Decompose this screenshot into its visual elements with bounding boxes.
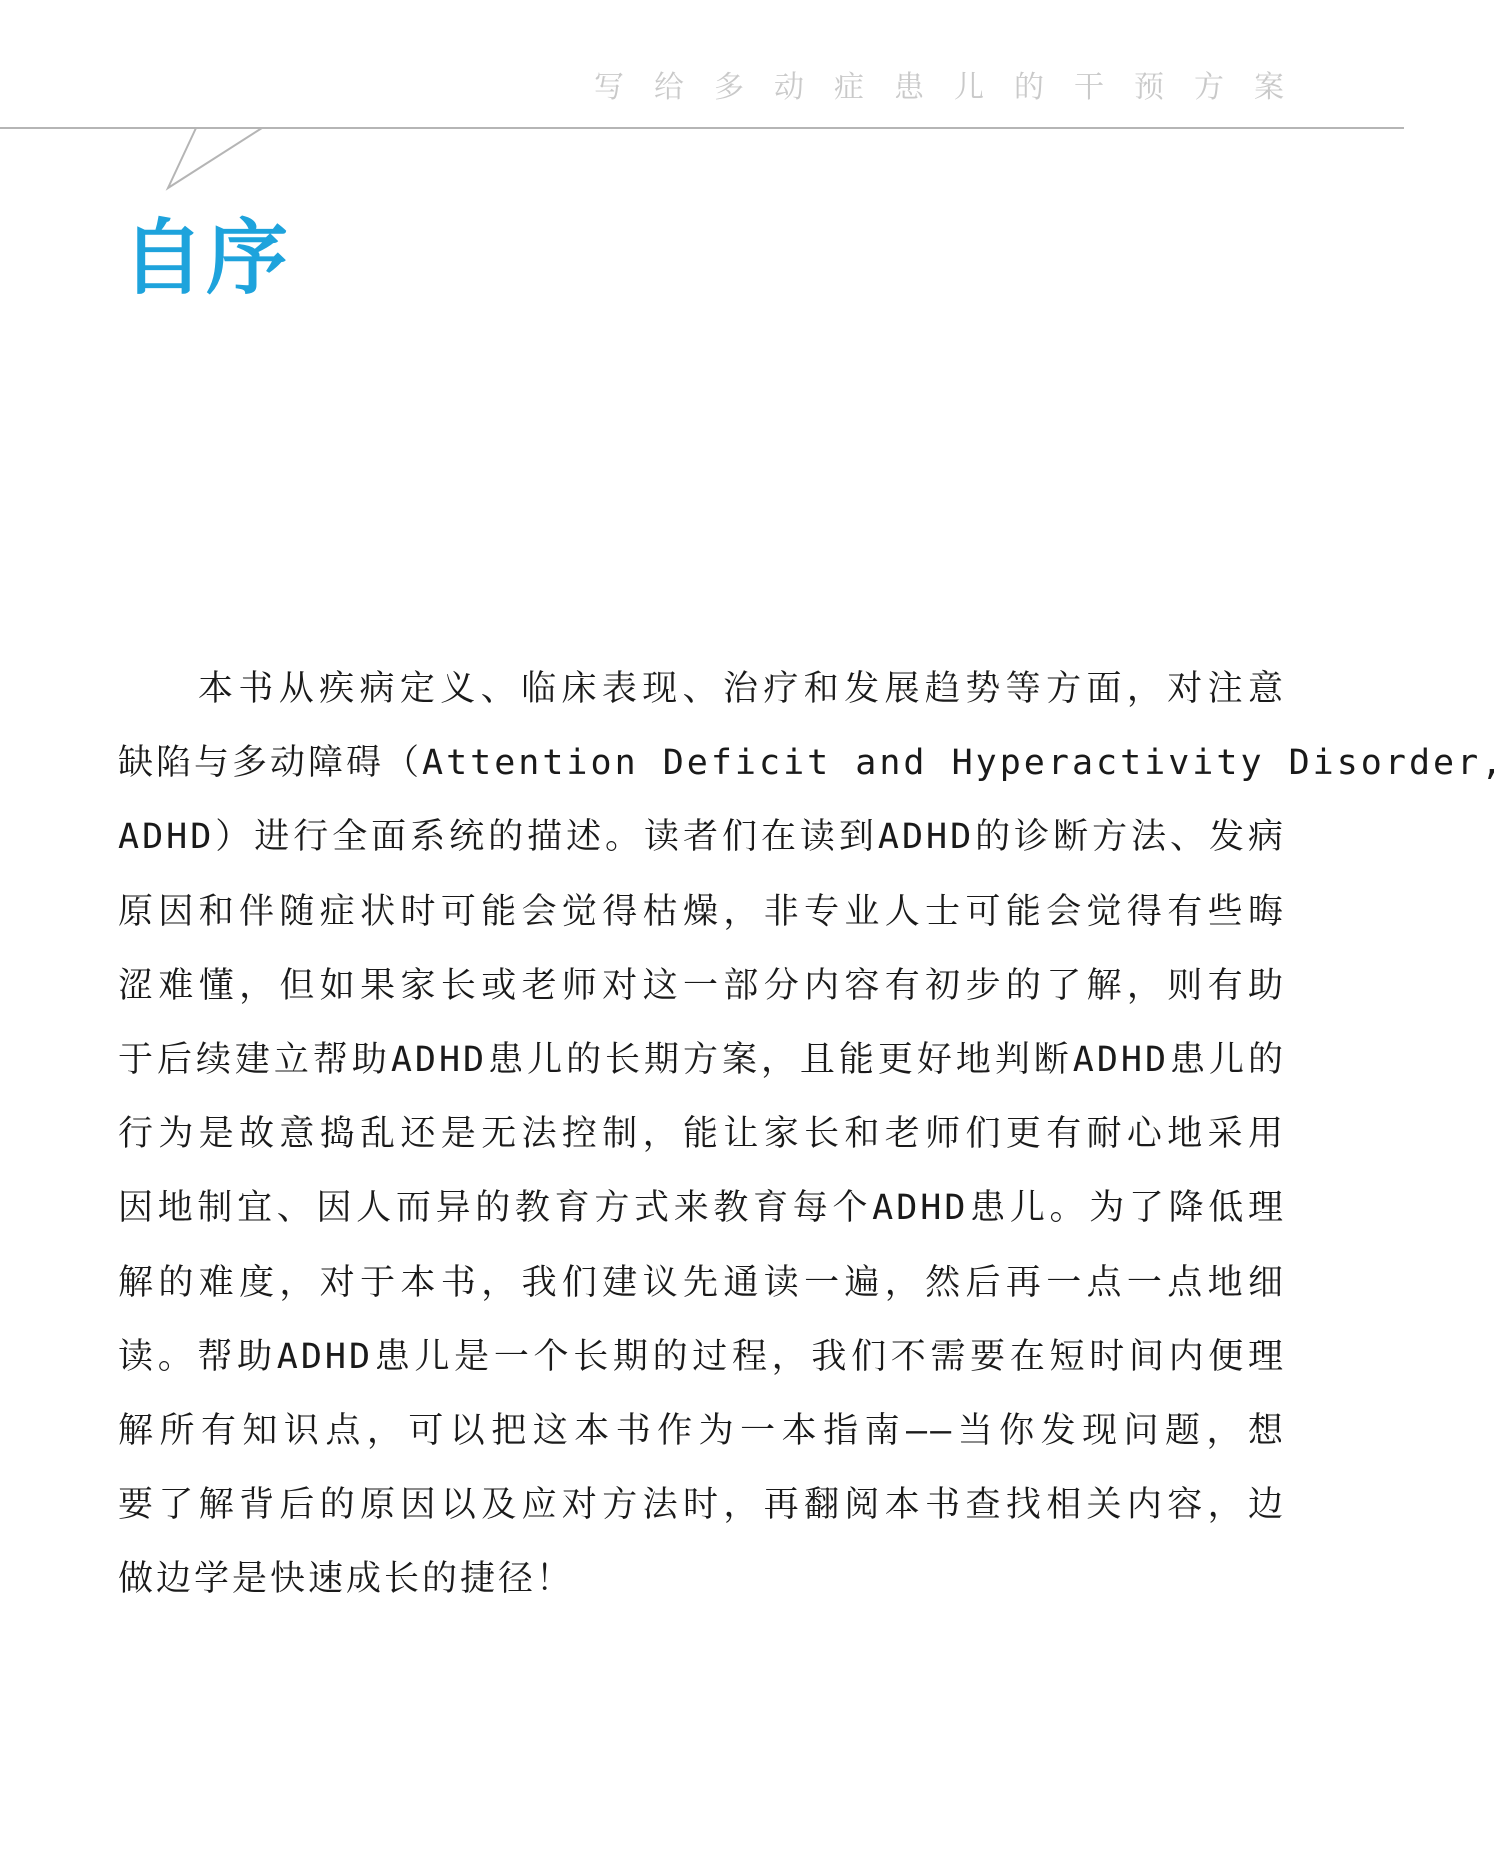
body-line: ADHD）进行全面系统的描述。读者们在读到ADHD的诊断方法、发病 — [118, 817, 1286, 858]
body-line: 解所有知识点，可以把这本书作为一本指南——当你发现问题，想 — [118, 1410, 1286, 1451]
body-line: 行为是故意捣乱还是无法控制，能让家长和老师们更有耐心地采用 — [118, 1114, 1286, 1155]
body-line: 要了解背后的原因以及应对方法时，再翻阅本书查找相关内容，边 — [118, 1485, 1286, 1526]
body-line: 解的难度，对于本书，我们建议先通读一遍，然后再一点一点地细 — [118, 1262, 1286, 1303]
running-header-title: 写给多动症患儿的干预方案 — [594, 70, 1314, 105]
body-line: 做边学是快速成长的捷径！ — [118, 1559, 575, 1600]
body-line: 涩难懂，但如果家长或老师对这一部分内容有初步的了解，则有助 — [118, 965, 1286, 1006]
body-line: 本书从疾病定义、临床表现、治疗和发展趋势等方面，对注意 — [198, 669, 1286, 709]
preface-body — [118, 652, 1505, 1616]
body-line: 因地制宜、因人而异的教育方式来教育每个ADHD患儿。为了降低理 — [118, 1188, 1286, 1229]
body-line: 原因和伴随症状时可能会觉得枯燥，非专业人士可能会觉得有些晦 — [118, 891, 1286, 932]
chapter-title: 自序 — [122, 211, 291, 306]
body-line: 缺陷与多动障碍（Attention Deficit and Hyperactivity Disorder, — [118, 743, 1505, 784]
body-line: 读。帮助ADHD患儿是一个长期的过程，我们不需要在短时间内便理 — [118, 1336, 1286, 1377]
body-line: 于后续建立帮助ADHD患儿的长期方案，且能更好地判断ADHD患儿的 — [118, 1039, 1286, 1080]
